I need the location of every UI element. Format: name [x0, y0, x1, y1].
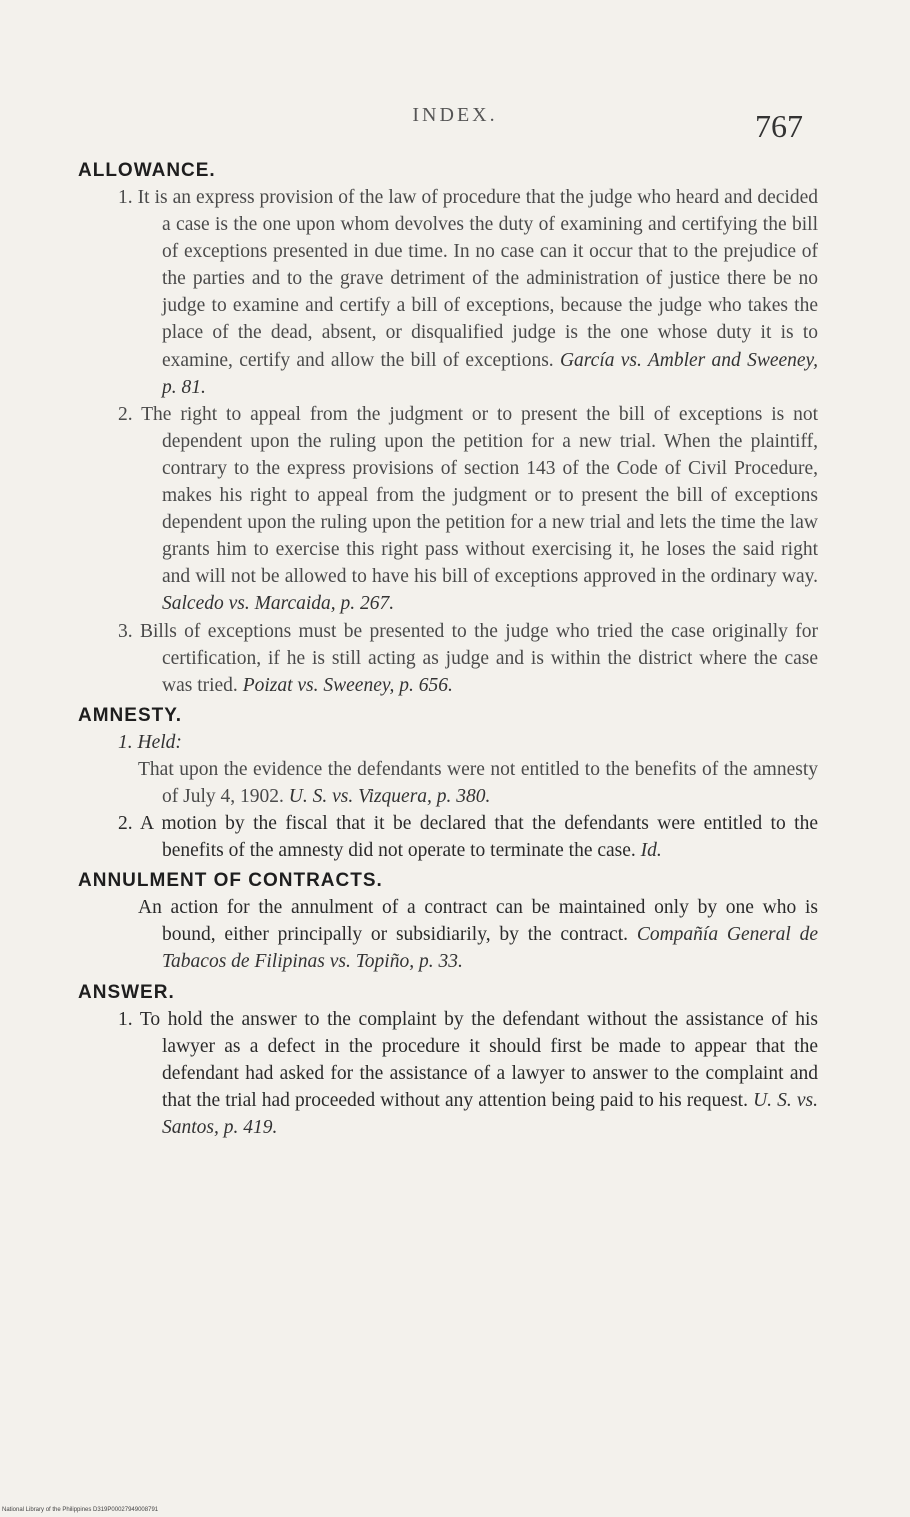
entry-text: 1. It is an express provision of the law of procedure that the judge who heard and decided a case is the one upon whom devolves the duty of examining and certifying the bill of exceptions presented in due time. In no case can it occur that to the prejudice of the parties and to the grave detriment of the administration of justice there be no judge to examine and certify a bill of exceptions, because the judge who takes the place of the dead, absent, or disqualified judge is the one whose duty it is to examine, certify and allow the bill of exceptions. — [118, 187, 818, 371]
entry-citation: Id. — [640, 840, 662, 862]
entry-citation: U. S. vs. Santos, p. 419. — [162, 1089, 819, 1138]
entry-text: 2. A motion by the fiscal that it be declared that the defendants were entitled to the benefits of the amnesty did not operate to terminate the case. — [118, 813, 818, 862]
index-entry — [78, 401, 818, 618]
entry-text: 2. The right to appeal from the judgment or to present the bill of exceptions is not dependent upon the ruling upon the petition for a new trial. When the plaintiff, contrary to the express provisions of section 143 of the Code of Civil Procedure, makes his right to appeal from the judgment or to present the bill of exceptions dependent upon the ruling upon the petition for a new trial and lets the time the law grants him to exercise this right pass without exercising it, he loses the said right and will not be allowed to have his bill of exceptions approved in the ordinary way. — [118, 403, 818, 588]
entry-citation: Salcedo vs. Marcaida, p. 267. — [162, 593, 395, 615]
page-number: 767 — [755, 108, 803, 144]
index-body — [78, 158, 818, 1141]
entry-citation: Poizat vs. Sweeney, p. 656. — [242, 674, 453, 696]
entry-citation: García vs. Ambler and Sweeney, p. 81. — [162, 349, 819, 398]
section-heading-amnesty: AMNESTY. — [78, 704, 183, 726]
index-entry — [78, 1006, 818, 1141]
scan-footer: National Library of the Philippines D319P00027949008791 — [2, 1507, 159, 1513]
entry-text: An action for the annulment of a contract can be maintained only by one who is bound, either principally or subsidiarily, by the contract. — [138, 897, 818, 946]
index-entry — [78, 810, 818, 864]
entry-text: That upon the evidence the defendants were not entitled to the benefits of the amnesty of July 4, 1902. — [138, 758, 818, 807]
entry-text: 3. Bills of exceptions must be presented to the judge who tried the case originally for certification, if he is still acting as judge and is within the district where the case was tried. — [118, 620, 818, 696]
running-header: INDEX. — [412, 104, 498, 126]
index-entry — [78, 184, 818, 401]
entry-text: 1. To hold the answer to the complaint by the defendant without the assistance of his lawyer as a defect in the procedure it should first be made to appear that the defendant had asked for the assistance of a lawyer to answer to the complaint and that the trial had proceeded without any attention being paid to his request. — [118, 1008, 818, 1111]
section-heading-annulment: ANNULMENT OF CONTRACTS. — [78, 870, 383, 892]
entry-citation: U. S. vs. Vizquera, p. 380. — [288, 785, 491, 807]
held-label: 1. Held: — [118, 731, 182, 753]
index-entry — [78, 756, 818, 810]
index-entry — [78, 894, 818, 975]
index-entry — [78, 618, 818, 699]
section-heading-allowance: ALLOWANCE. — [78, 160, 216, 181]
section-heading-answer: ANSWER. — [78, 981, 175, 1003]
entry-citation: Compañía General de Tabacos de Filipinas vs. Topiño, p. 33. — [162, 924, 818, 973]
